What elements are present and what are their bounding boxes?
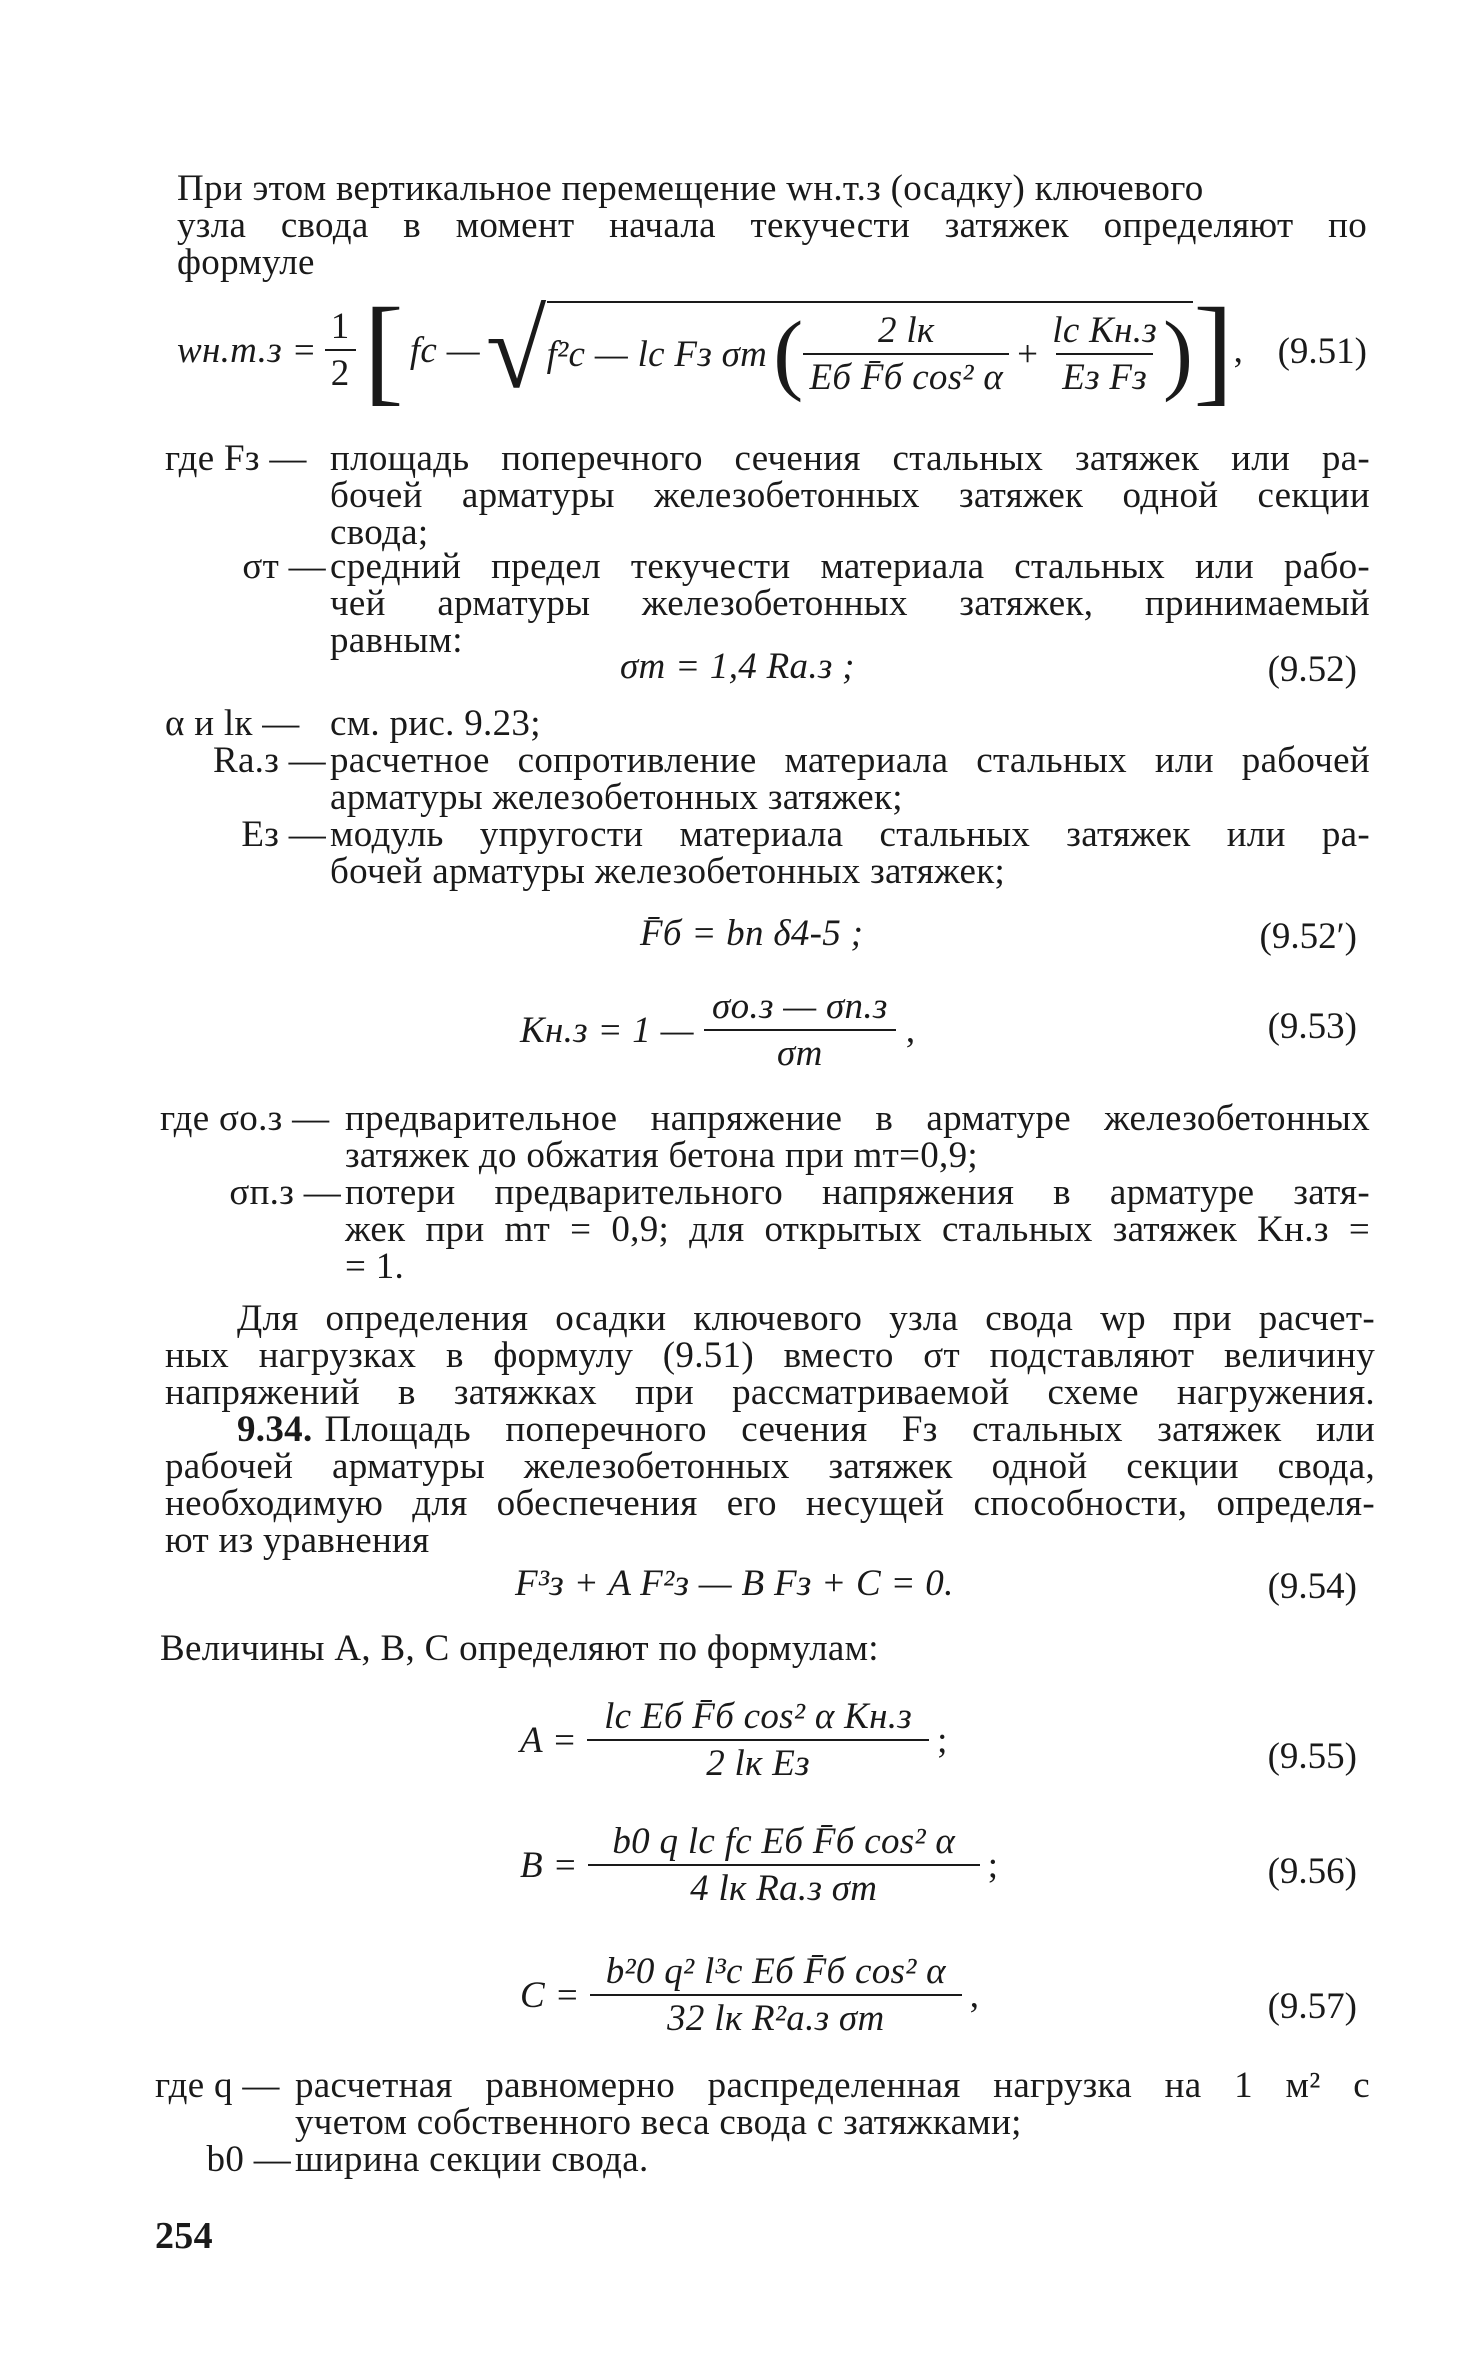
- section-number-9-34: 9.34.: [237, 1409, 313, 1450]
- definition-alpha-lk: [165, 705, 1375, 742]
- eq956-semicolon: ;: [987, 1844, 999, 1886]
- def-F3-line-3: свода;: [330, 512, 429, 553]
- equation-9-52-prime: F̄б = bп δ4-5 ;: [640, 913, 864, 954]
- page-number: 254: [155, 2215, 213, 2257]
- definition-E3: [165, 816, 1375, 890]
- eq951-half-num: 1: [330, 306, 350, 347]
- eq955-frac: [587, 1698, 929, 1782]
- eq953-lhs: Kн.з = 1 —: [520, 1009, 694, 1051]
- para1-line-2: ных нагрузках в формулу (9.51) вместо σт подставляют величину: [165, 1335, 1375, 1376]
- para2-line-4: ют из уравнения: [165, 1520, 430, 1561]
- def-sigma-t-line-3: равным:: [330, 620, 463, 661]
- def-F3-line-2: бочей арматуры железобетонных затяжек одной секции: [330, 475, 1370, 516]
- def-q-line-1: расчетная равномерно распределенная нагрузка на 1 м² с: [295, 2065, 1370, 2106]
- intro-line-2: узла свода в момент начала текучести затяжек определяют по: [177, 205, 1367, 246]
- eq951-frac1: [803, 312, 1009, 396]
- def-E3-line-2: бочей арматуры железобетонных затяжек;: [330, 851, 1006, 892]
- eq956-number: (9.56): [1267, 1851, 1357, 1892]
- def-E3-line-1: модуль упругости материала стальных затяжек или ра-: [330, 814, 1370, 855]
- eq956-lhs: B =: [520, 1844, 578, 1886]
- eq955-semicolon: ;: [937, 1719, 948, 1761]
- eq952-number: (9.52): [1267, 649, 1357, 690]
- definition-b0: [155, 2141, 1375, 2178]
- def-F3-symbol: где Fз —: [165, 438, 307, 479]
- eq953-num: σо.з — σп.з: [712, 986, 888, 1027]
- equation-9-51: [177, 280, 1243, 420]
- equation-9-54: F³з + A F²з — B Fз + C = 0.: [515, 1563, 954, 1604]
- eq951-lhs: wн.т.з =: [177, 329, 317, 371]
- eq951-left-bracket: [: [363, 283, 404, 416]
- eq953-number: (9.53): [1267, 1006, 1357, 1047]
- eq951-rad: f²c — lc Fз σт: [546, 333, 768, 375]
- def-alpha-line-1: см. рис. 9.23;: [330, 703, 541, 744]
- intro-line-3: формуле: [177, 242, 315, 283]
- eq951-frac1-den: Eб F̄б cos² α: [803, 353, 1009, 396]
- def-sigma-p3-line-1: потери предварительного напряжения в арматуре затя-: [345, 1172, 1370, 1213]
- para2-line-1: Площадь поперечного сечения Fз стальных затяжек или: [324, 1409, 1375, 1450]
- eq951-frac2-den: Eз Fз: [1056, 353, 1153, 396]
- para1-line-1: Для определения осадки ключевого узла свода wр при расчет-: [237, 1298, 1375, 1339]
- def-q-line-2: учетом собственного веса свода с затяжками;: [295, 2102, 1022, 2143]
- def-sigma-o3-line-1: предварительное напряжение в арматуре железобетонных: [345, 1098, 1370, 1139]
- values-intro: Величины A, B, C определяют по формулам:: [160, 1628, 879, 1669]
- sqrt-icon: √: [485, 289, 547, 411]
- equation-9-52: σт = 1,4 Rа.з ;: [620, 646, 855, 687]
- definition-sigma-p3: [160, 1174, 1375, 1285]
- def-sigma-t-line-1: средний предел текучести материала стальных или рабо-: [330, 546, 1370, 587]
- def-sigma-p3-line-3: = 1.: [345, 1246, 405, 1287]
- def-q-symbol: где q —: [155, 2065, 280, 2106]
- para2-line-3: необходимую для обеспечения его несущей способности, определя-: [165, 1483, 1375, 1524]
- def-b0-line-1: ширина секции свода.: [295, 2139, 649, 2180]
- eq956-num: b0 q lc fc Eб F̄б cos² α: [612, 1821, 956, 1862]
- para1-line-3: напряжений в затяжках при рассматриваемой схеме нагружения.: [165, 1372, 1375, 1413]
- eq953-den: σт: [704, 1029, 896, 1072]
- eq951-frac2-num: lc Kн.з: [1052, 310, 1158, 351]
- eq951-comma: ,: [1233, 329, 1244, 371]
- eq955-lhs: A =: [520, 1719, 578, 1761]
- eq954-number: (9.54): [1267, 1566, 1357, 1607]
- def-Ra3-line-1: расчетное сопротивление материала стальных или рабочей: [330, 740, 1370, 781]
- eq951-number: (9.51): [1277, 331, 1367, 372]
- def-sigma-t-line-2: чей арматуры железобетонных затяжек, принимаемый: [330, 583, 1370, 624]
- eq956-frac: [588, 1823, 980, 1907]
- def-sigma-o3-line-2: затяжек до обжатия бетона при mт=0,9;: [345, 1135, 978, 1176]
- definition-sigma-o3: [160, 1100, 1375, 1174]
- definition-sigma-t: [165, 548, 1375, 659]
- def-F3-line-1: площадь поперечного сечения стальных затяжек или ра-: [330, 438, 1370, 479]
- eq957-num: b²0 q² l³c Eб F̄б cos² α: [605, 1951, 946, 1992]
- eq957-lhs: C =: [520, 1974, 580, 2016]
- eq953-frac: [704, 988, 896, 1072]
- eq951-frac1-num: 2 lк: [878, 310, 935, 351]
- equation-9-57: [520, 1940, 979, 2050]
- eq956-den: 4 lк Rа.з σт: [588, 1864, 980, 1907]
- paragraph-9-34: [165, 1411, 1375, 1559]
- eq951-half: [325, 308, 356, 392]
- para2-line-2: рабочей арматуры железобетонных затяжек одной секции свода,: [165, 1446, 1375, 1487]
- eq952p-number: (9.52′): [1259, 916, 1357, 957]
- eq951-fc: fc —: [409, 329, 480, 371]
- def-E3-symbol: Eз —: [241, 814, 326, 855]
- eq951-rparen: ): [1163, 304, 1194, 403]
- equation-9-56: [520, 1810, 998, 1920]
- definition-q: [155, 2067, 1375, 2141]
- eq955-number: (9.55): [1267, 1736, 1357, 1777]
- eq951-lparen: (: [773, 304, 804, 403]
- eq951-frac2: [1046, 312, 1163, 396]
- eq955-den: 2 lк Eз: [587, 1739, 929, 1782]
- paragraph-settlement: [165, 1300, 1375, 1411]
- eq951-right-bracket: ]: [1193, 283, 1234, 416]
- intro-line-1: При этом вертикальное перемещение wн.т.з (осадку) ключевого: [177, 168, 1204, 209]
- eq957-frac: [590, 1953, 962, 2037]
- eq957-number: (9.57): [1267, 1986, 1357, 2027]
- def-sigma-p3-line-2: жек при mт = 0,9; для открытых стальных затяжек Kн.з =: [345, 1209, 1370, 1250]
- eq951-half-den: 2: [325, 349, 356, 392]
- def-Ra3-line-2: арматуры железобетонных затяжек;: [330, 777, 903, 818]
- equation-9-55: [520, 1685, 948, 1795]
- eq957-den: 32 lк R²а.з σт: [590, 1994, 962, 2037]
- eq953-comma: ,: [905, 1009, 916, 1051]
- def-b0-symbol: b0 —: [206, 2139, 291, 2180]
- def-sigma-t-symbol: σт —: [242, 546, 326, 587]
- def-sigma-o3-symbol: где σо.з —: [160, 1098, 330, 1139]
- equation-9-53: [520, 975, 915, 1085]
- def-sigma-p3-symbol: σп.з —: [229, 1172, 341, 1213]
- def-alpha-symbol: α и lк —: [165, 703, 300, 744]
- eq957-comma: ,: [969, 1974, 980, 2016]
- def-Ra3-symbol: Rа.з —: [212, 740, 326, 781]
- eq955-num: lc Eб F̄б cos² α Kн.з: [604, 1696, 913, 1737]
- definition-F3: [165, 440, 1375, 551]
- definition-Ra3: [165, 742, 1375, 816]
- eq951-radicand: [546, 301, 1194, 403]
- eq951-plus: +: [1017, 333, 1039, 375]
